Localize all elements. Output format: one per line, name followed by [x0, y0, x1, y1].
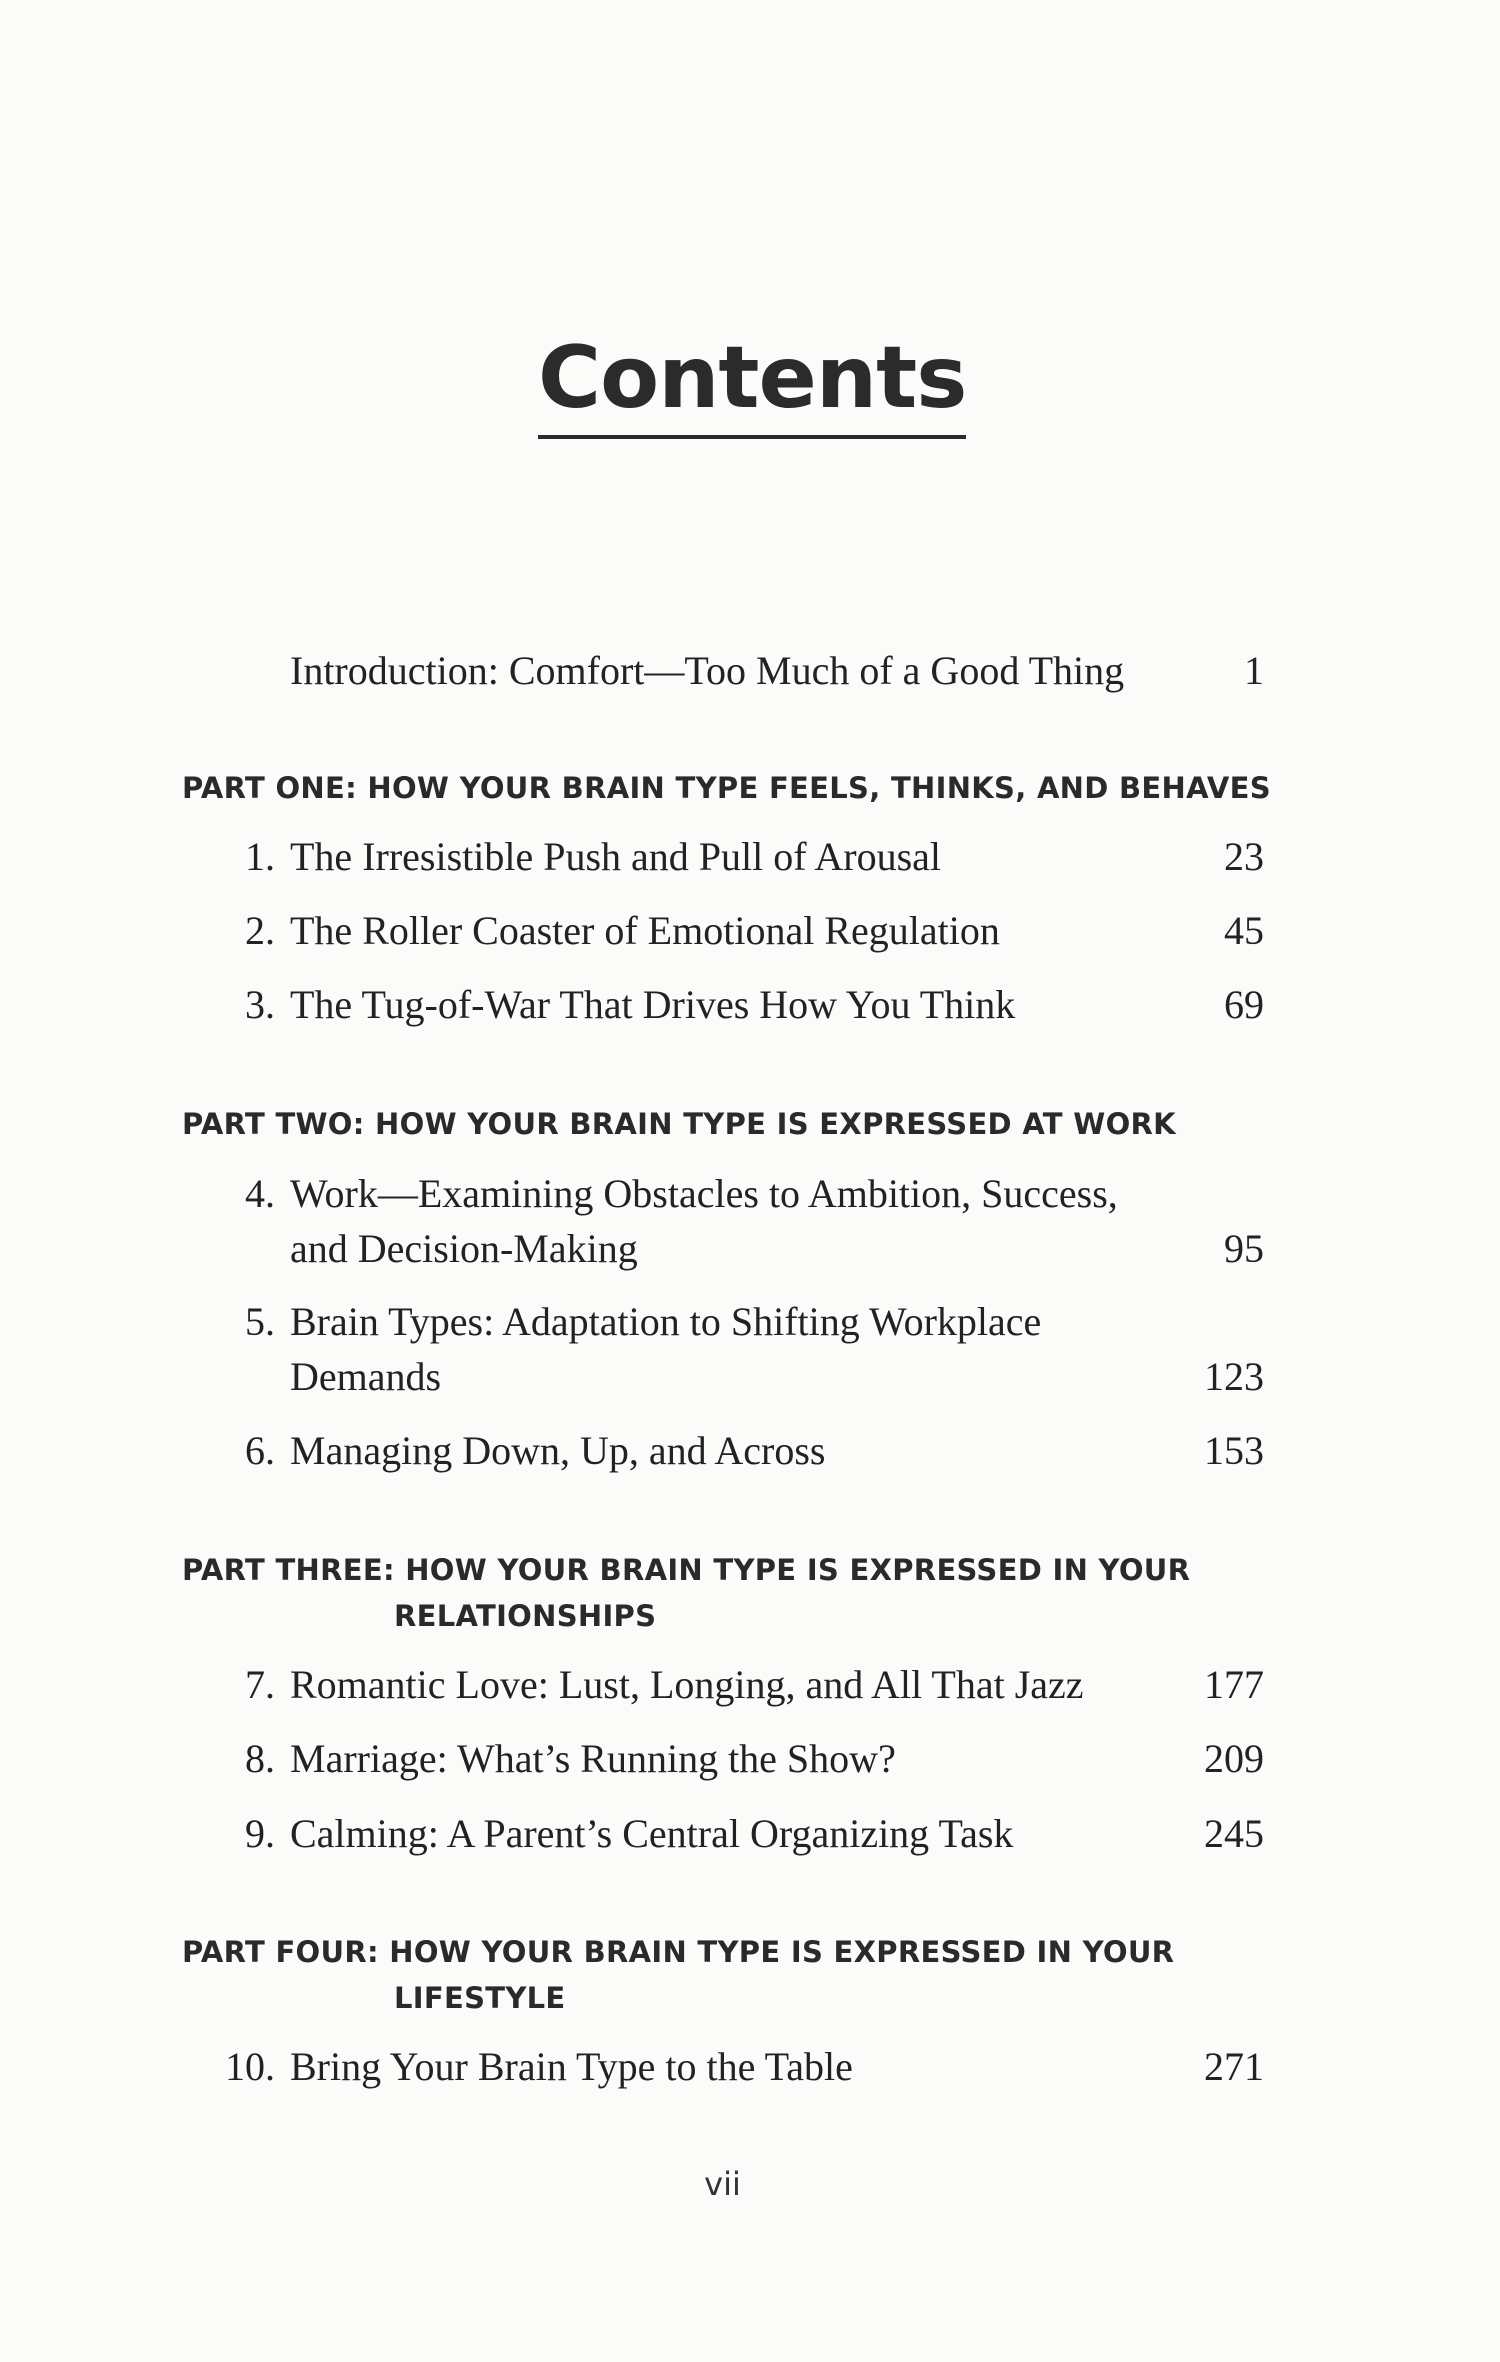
entry-title: Bring Your Brain Type to the Table [290, 2044, 853, 2089]
entry-title-line-2: Demands [290, 1354, 442, 1399]
part-heading-text: PART FOUR: HOW YOUR BRAIN TYPE IS EXPRESSED IN YOUR [182, 1935, 1175, 1969]
part-heading-four [182, 1929, 1282, 2021]
entry-title: Managing Down, Up, and Across [290, 1428, 826, 1473]
part-heading-three [182, 1547, 1282, 1639]
part-heading-text-cont: LIFESTYLE [394, 1981, 566, 2015]
chapter-number: 2. [245, 908, 275, 953]
entry-title: Introduction: Comfort—Too Much of a Good Thing [290, 648, 1125, 693]
chapter-number: 10. [225, 2044, 275, 2089]
entry-title: The Irresistible Push and Pull of Arousal [290, 834, 942, 879]
part-heading-one [182, 765, 1282, 811]
chapter-number: 1. [245, 834, 275, 879]
part-heading-two [182, 1101, 1282, 1147]
part-heading-text: PART TWO: HOW YOUR BRAIN TYPE IS EXPRESSED AT WORK [182, 1107, 1176, 1141]
chapter-number: 9. [245, 1811, 275, 1856]
part-heading-text-cont: RELATIONSHIPS [394, 1599, 657, 1633]
entry-page-number: 271 [1204, 2044, 1264, 2089]
entry-title: The Tug-of-War That Drives How You Think [290, 982, 1016, 1027]
entry-page-number: 69 [1224, 982, 1264, 1027]
page-folio: vii [704, 2165, 741, 2203]
entry-title-line-1: Work—Examining Obstacles to Ambition, Success, [290, 1171, 1118, 1216]
part-heading-text: PART THREE: HOW YOUR BRAIN TYPE IS EXPRESSED IN YOUR [182, 1553, 1191, 1587]
chapter-number: 3. [245, 982, 275, 1027]
entry-page-number: 95 [1224, 1226, 1264, 1271]
entry-page-number: 45 [1224, 908, 1264, 953]
toc-entry-introduction[interactable] [0, 643, 1500, 699]
page-title: Contents [538, 335, 966, 439]
entry-page-number: 1 [1244, 648, 1264, 693]
entry-page-number: 245 [1204, 1811, 1264, 1856]
chapter-number: 5. [245, 1299, 275, 1344]
part-heading-text: PART ONE: HOW YOUR BRAIN TYPE FEELS, THINKS, AND BEHAVES [182, 771, 1271, 805]
entry-page-number: 177 [1204, 1662, 1264, 1707]
chapter-number: 4. [245, 1171, 275, 1216]
entry-title: Marriage: What’s Running the Show? [290, 1736, 896, 1781]
entry-title: The Roller Coaster of Emotional Regulation [290, 908, 1000, 953]
chapter-number: 8. [245, 1736, 275, 1781]
chapter-number: 7. [245, 1662, 275, 1707]
entry-title-line-1: Brain Types: Adaptation to Shifting Workplace [290, 1299, 1042, 1344]
entry-page-number: 23 [1224, 834, 1264, 879]
entry-page-number: 123 [1204, 1354, 1264, 1399]
entry-title-line-2: and Decision-Making [290, 1226, 638, 1271]
entry-page-number: 153 [1204, 1428, 1264, 1473]
entry-title: Calming: A Parent’s Central Organizing Task [290, 1811, 1014, 1856]
chapter-number: 6. [245, 1428, 275, 1473]
entry-page-number: 209 [1204, 1736, 1264, 1781]
entry-title: Romantic Love: Lust, Longing, and All That Jazz [290, 1662, 1084, 1707]
